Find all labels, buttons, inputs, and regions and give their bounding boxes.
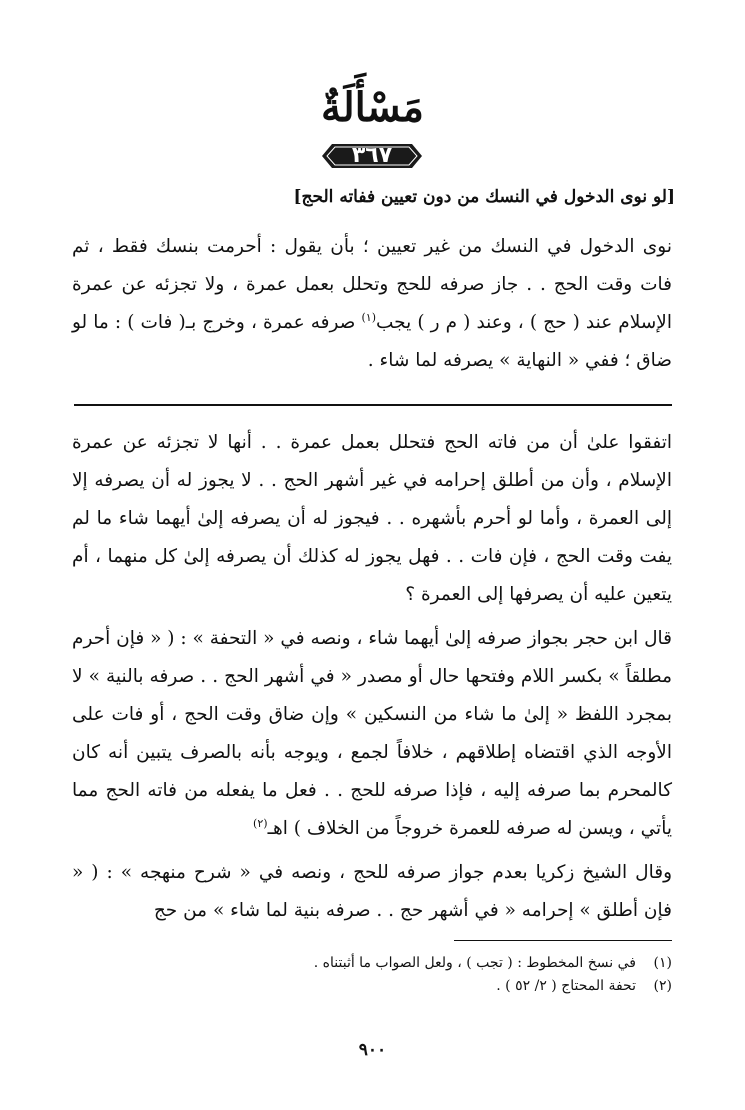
issue-number-badge <box>322 141 422 171</box>
footnote-marker-2: (٢) <box>253 816 268 830</box>
issue-number: ٣٦٧ <box>351 143 393 168</box>
footnote-text: في نسخ المخطوط : ( تجب ) ، ولعل الصواب ما أثبتناه . <box>313 955 636 971</box>
commentary-paragraph-1: اتفقوا علىٰ أن من فاته الحج فتحلل بعمل عمرة . . أنها لا تجزئه عن عمرة الإسلام ، وأن من أطلق إحرامه في غير أشهر الحج . . لا يجوز له أن يصرفه إلا إلى العمرة ، وأما لو أحرم بأشهره . . فيجوز له أن يصرفه إلىٰ أيهما شاء ما لم يفت وقت الحج ، فإن فات . . فهل يجوز له كذلك أن يصرفه إلىٰ كل منهما ، أم يتعين عليه أن يصرفها إلى العمرة ؟ <box>72 432 672 605</box>
footnote-number: (١) <box>653 955 672 971</box>
footnote-2 <box>72 975 672 998</box>
footnote-text: تحفة المحتاج ( ٢/ ٥٢ ) . <box>496 978 636 994</box>
footnote-marker-1: (١) <box>361 310 376 324</box>
footnote-rule <box>454 940 672 941</box>
main-text-part-1: نوى الدخول في النسك من غير تعيين ؛ بأن يقول : أحرمت بنسك فقط ، ثم فات وقت الحج . . جاز صرفه للحج وتحلل بعمل عمرة ، ولا تجزئه عن عمرة الإسلام عند ( حج ) ، وعند ( م ر ) يجب <box>72 236 672 333</box>
commentary <box>72 424 672 936</box>
issue-heading: مَسْأَلَةٌ <box>321 84 424 131</box>
commentary-paragraph-2 <box>72 620 672 848</box>
section-divider <box>74 404 672 406</box>
main-text <box>72 228 672 380</box>
commentary-paragraph-2-text: قال ابن حجر بجواز صرفه إلىٰ أيهما شاء ، ونصه في « التحفة » : ( « فإن أحرم مطلقاً » بكسر اللام وفتحها حال أو مصدر « في أشهر الحج . . صرفه بالنية » لا بمجرد اللفظ « إلىٰ ما شاء من النسكين » وإن ضاق وقت الحج ، أو فات على الأوجه الذي اقتضاه إطلاقهم ، خلافاً لجمع ، ويوجه بأنه بالصرف يتبين أنه كان كالمحرم بما صرفه إليه ، فإذا صرفه للحج . . فعل ما يفعله من فاته الحج مما يأتي ، ويسن له صرفه للعمرة خروجاً من الخلاف ) اهـ <box>72 628 672 839</box>
issue-title: [لو نوى الدخول في النسك من دون تعيين ففاته الحج] <box>293 187 675 207</box>
main-text-part-2: صرفه عمرة ، وخرج بـ( فات ) : ما لو ضاق ؛ ففي « النهاية » يصرفه لما شاء . <box>72 312 672 371</box>
footnote-number: (٢) <box>653 978 672 994</box>
footnote-1 <box>72 952 672 975</box>
page-number: ٩٠٠ <box>358 1040 387 1060</box>
footnotes <box>72 952 672 998</box>
commentary-paragraph-3: وقال الشيخ زكريا بعدم جواز صرفه للحج ، ونصه في « شرح منهجه » : ( « فإن أطلق » إحرامه « في أشهر حج . . صرفه بنية لما شاء » من حج <box>72 862 672 921</box>
main-paragraph <box>72 228 672 380</box>
